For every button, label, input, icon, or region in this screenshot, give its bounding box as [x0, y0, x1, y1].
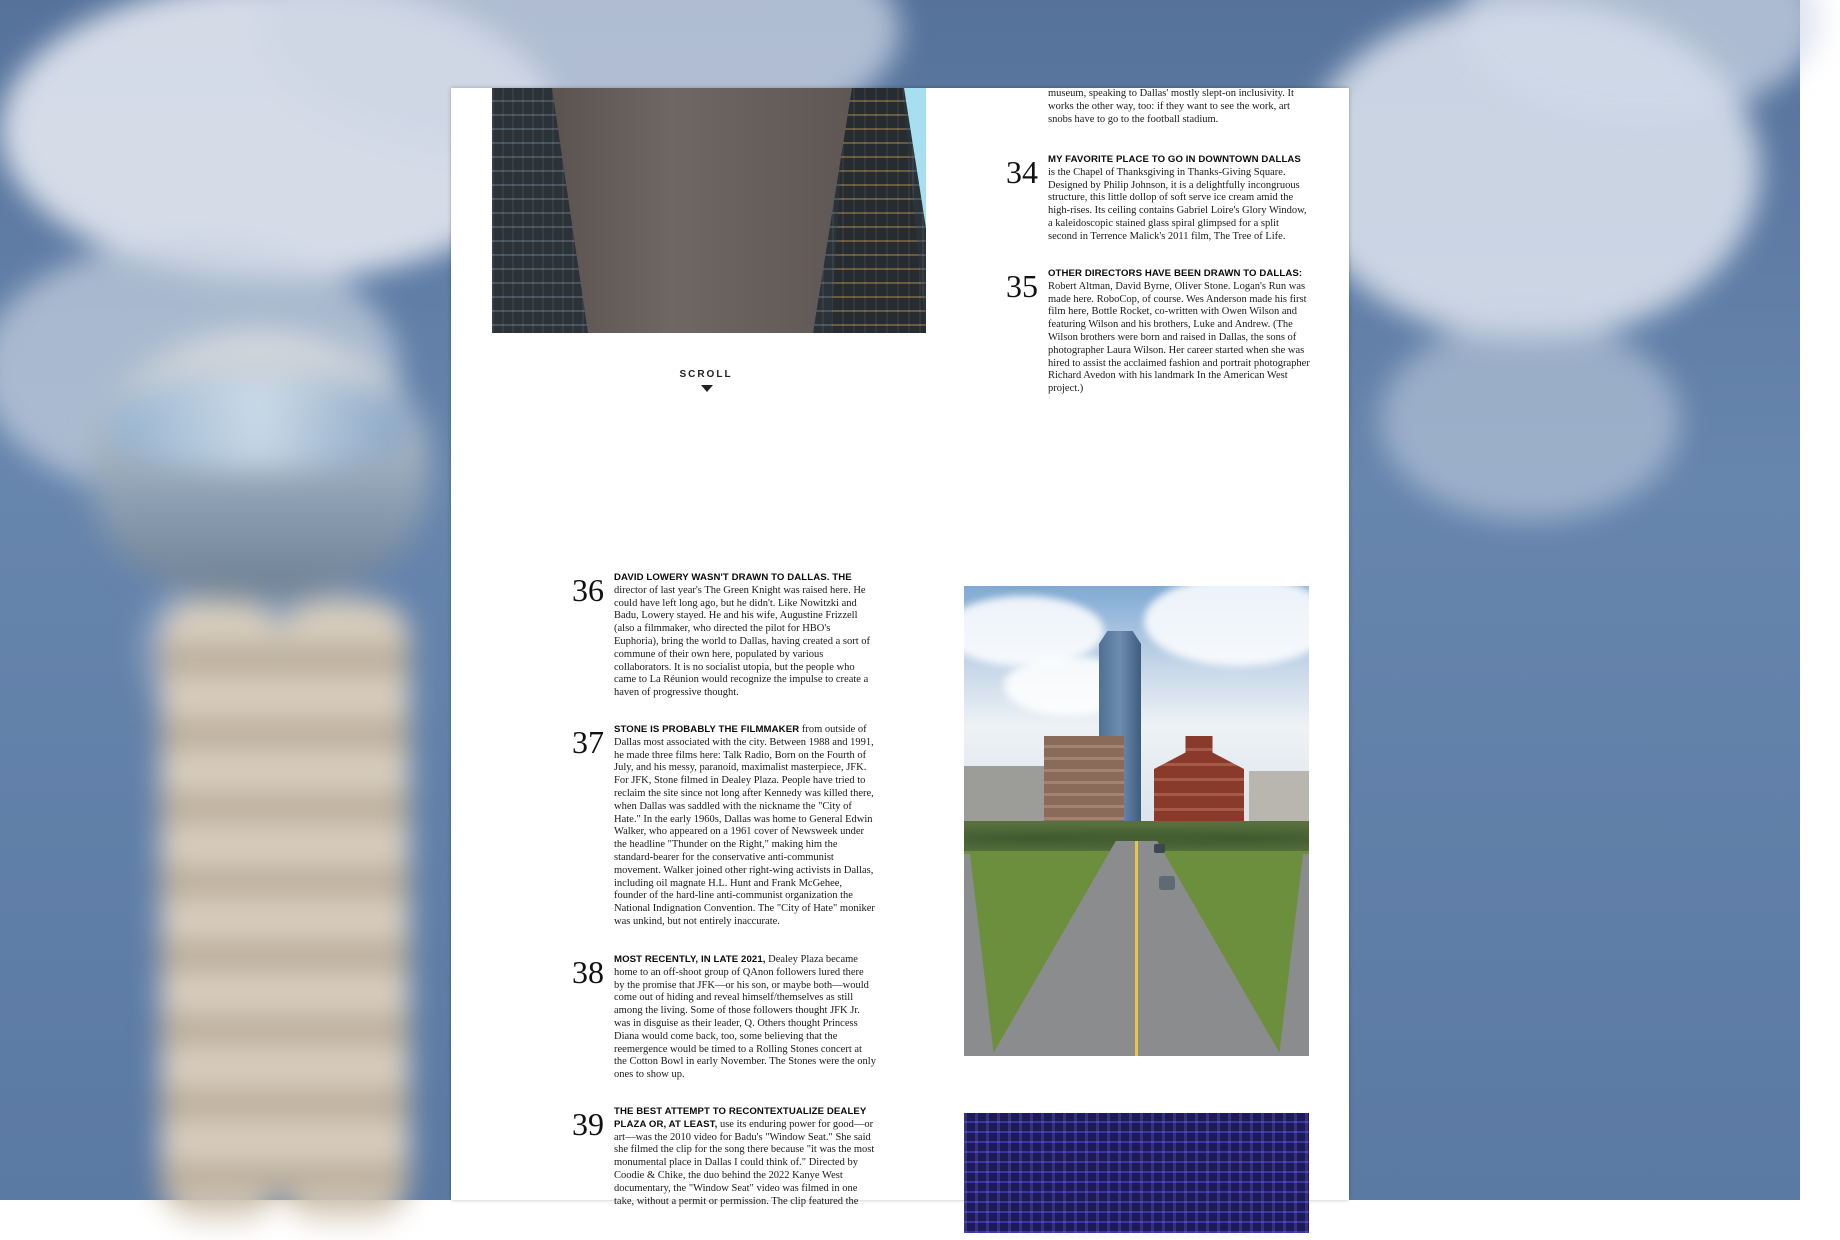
blue-facade-photo — [964, 1113, 1309, 1233]
scroll-indicator-label[interactable]: SCROLL — [679, 369, 733, 380]
entry-lead: MOST RECENTLY, IN LATE 2021, — [614, 954, 766, 965]
road-center-line — [1135, 841, 1138, 1056]
entry-lead: MY FAVORITE PLACE TO GO IN DOWNTOWN DALLAS — [1048, 154, 1301, 165]
concrete-column — [552, 88, 852, 333]
entry-text — [614, 572, 876, 700]
article-page[interactable] — [451, 88, 1349, 1207]
entry-number: 34 — [1006, 154, 1038, 190]
entry-lead: DAVID LOWERY WASN'T DRAWN TO DALLAS. THE — [614, 572, 852, 583]
entry-body: Dealey Plaza became home to an off-shoot group of QAnon followers lured there by the promise that JFK—or his son, or maybe both—would come out of hiding and reveal himself/themselves as still among the living. Some of those followers thought JFK Jr. was in disguise as their leader, Q. Others thought Princess Diana would come back, too, some believing that the reemergence would be timed to a Rolling Stones concert at the Cotton Bowl in early November. The Stones were the only ones to show up. — [614, 954, 876, 1081]
scroll-down-arrow-icon[interactable] — [701, 385, 713, 392]
continued-text-fragment: museum, speaking to Dallas' mostly slept-on inclusivity. It works the other way, too: if they want to see the work, art snobs have to go to the football stadium. — [1048, 88, 1294, 125]
entry-text — [614, 724, 876, 929]
entry-body: Robert Altman, David Byrne, Oliver Stone. Logan's Run was made here. RoboCop, of course. Wes Anderson made his first film here, Bottle Rocket, co-written with Owen Wilson and featuring Wilson and his brothers, Luke and Andrew. (The Wilson brothers were born and raised in Dallas, the sons of photographer Laura Wilson. Her career started when she was hired to assist the acclaimed fashion and portrait photographer Richard Avedon with his landmark In the American West project.) — [1048, 280, 1310, 395]
photo-cloud — [1144, 576, 1334, 666]
reunion-tower-glass-band — [110, 380, 410, 470]
entry-body: is the Chapel of Thanksgiving in Thanks-Giving Square. Designed by Philip Johnson, it is a delightfully incongruous structure, this little dollop of soft serve ice cream amid the high-rises. Its ceiling contains Gabriel Loire's Glory Window, a kaleidoscopic stained glass spiral glimpsed for a split second in Terrence Malick's 2011 film, The Tree of Life. — [1048, 166, 1307, 242]
entry-number: 39 — [572, 1106, 604, 1142]
background-cloud — [1380, 320, 1680, 520]
entry-text — [1048, 154, 1310, 244]
entry-lead: THE BEST ATTEMPT TO RECONTEXTUALIZE DEALEY PLAZA OR, AT LEAST, — [614, 1106, 867, 1130]
entry-lead: OTHER DIRECTORS HAVE BEEN DRAWN TO DALLAS: — [1048, 268, 1303, 279]
car — [1154, 844, 1165, 853]
entry-body: from outside of Dallas most associated with the city. Between 1988 and 1991, he made three films here: Talk Radio, Born on the Fourth of July, and his messy, paranoid, maximalist masterpiece, JFK. For JFK, Stone filmed in Dealey Plaza. People have tried to reclaim the site since not long after Kennedy was killed there, when Dallas was saddled with the nickname the "City of Hate." In the early 1960s, Dallas was home to General Edwin Walker, who appeared on a 1961 cover of Newsweek under the headline "Thunder on the Right," making him the standard-bearer for the conservative anti-communist movement. Walker joined other right-wing activists in Dallas, including oil magnate H.L. Hunt and Frank McGehee, founder of the hard-line anti-communist organization the National Indignation Convention. The "City of Hate" moniker was unkind, but not entirely inaccurate. — [614, 724, 875, 927]
entry-text — [1048, 268, 1310, 396]
building-photo — [492, 88, 926, 333]
entry-text — [614, 954, 876, 1082]
entry-number: 35 — [1006, 268, 1038, 304]
entry-text — [614, 1106, 876, 1208]
entry-lead: STONE IS PROBABLY THE FILMMAKER — [614, 724, 800, 735]
entry-body: director of last year's The Green Knight was raised here. He could have left long ago, but he didn't. Like Nowitzki and Badu, Lowery stayed. He and his wife, Augustine Frizzell (also a filmmaker, who directed the pilot for HBO's Euphoria), bring the world to Dallas, having created a sort of commune of their own here, populated by various collaborators. It is no socialist utopia, but the people who came to La Réunion would recognize the impulse to create a haven of progressive thought. — [614, 584, 871, 699]
entry-body: use its enduring power for good—or art—was the 2010 video for Badu's "Window Seat." She said she filmed the clip for the song there because "it was the most monumental place in Dallas I could think of." Directed by Coodie & Chike, the duo behind the 2022 Kanye West documentary, the "Window Seat" video was filmed in one take, without a permit or permission. The clip featured the — [614, 1118, 875, 1207]
reunion-tower-column — [160, 600, 280, 1220]
car — [1159, 876, 1175, 890]
entry-number: 38 — [572, 954, 604, 990]
entry-number: 37 — [572, 724, 604, 760]
entry-number: 36 — [572, 572, 604, 608]
reunion-tower-column — [280, 600, 410, 1220]
dealey-plaza-photo — [964, 586, 1309, 1056]
